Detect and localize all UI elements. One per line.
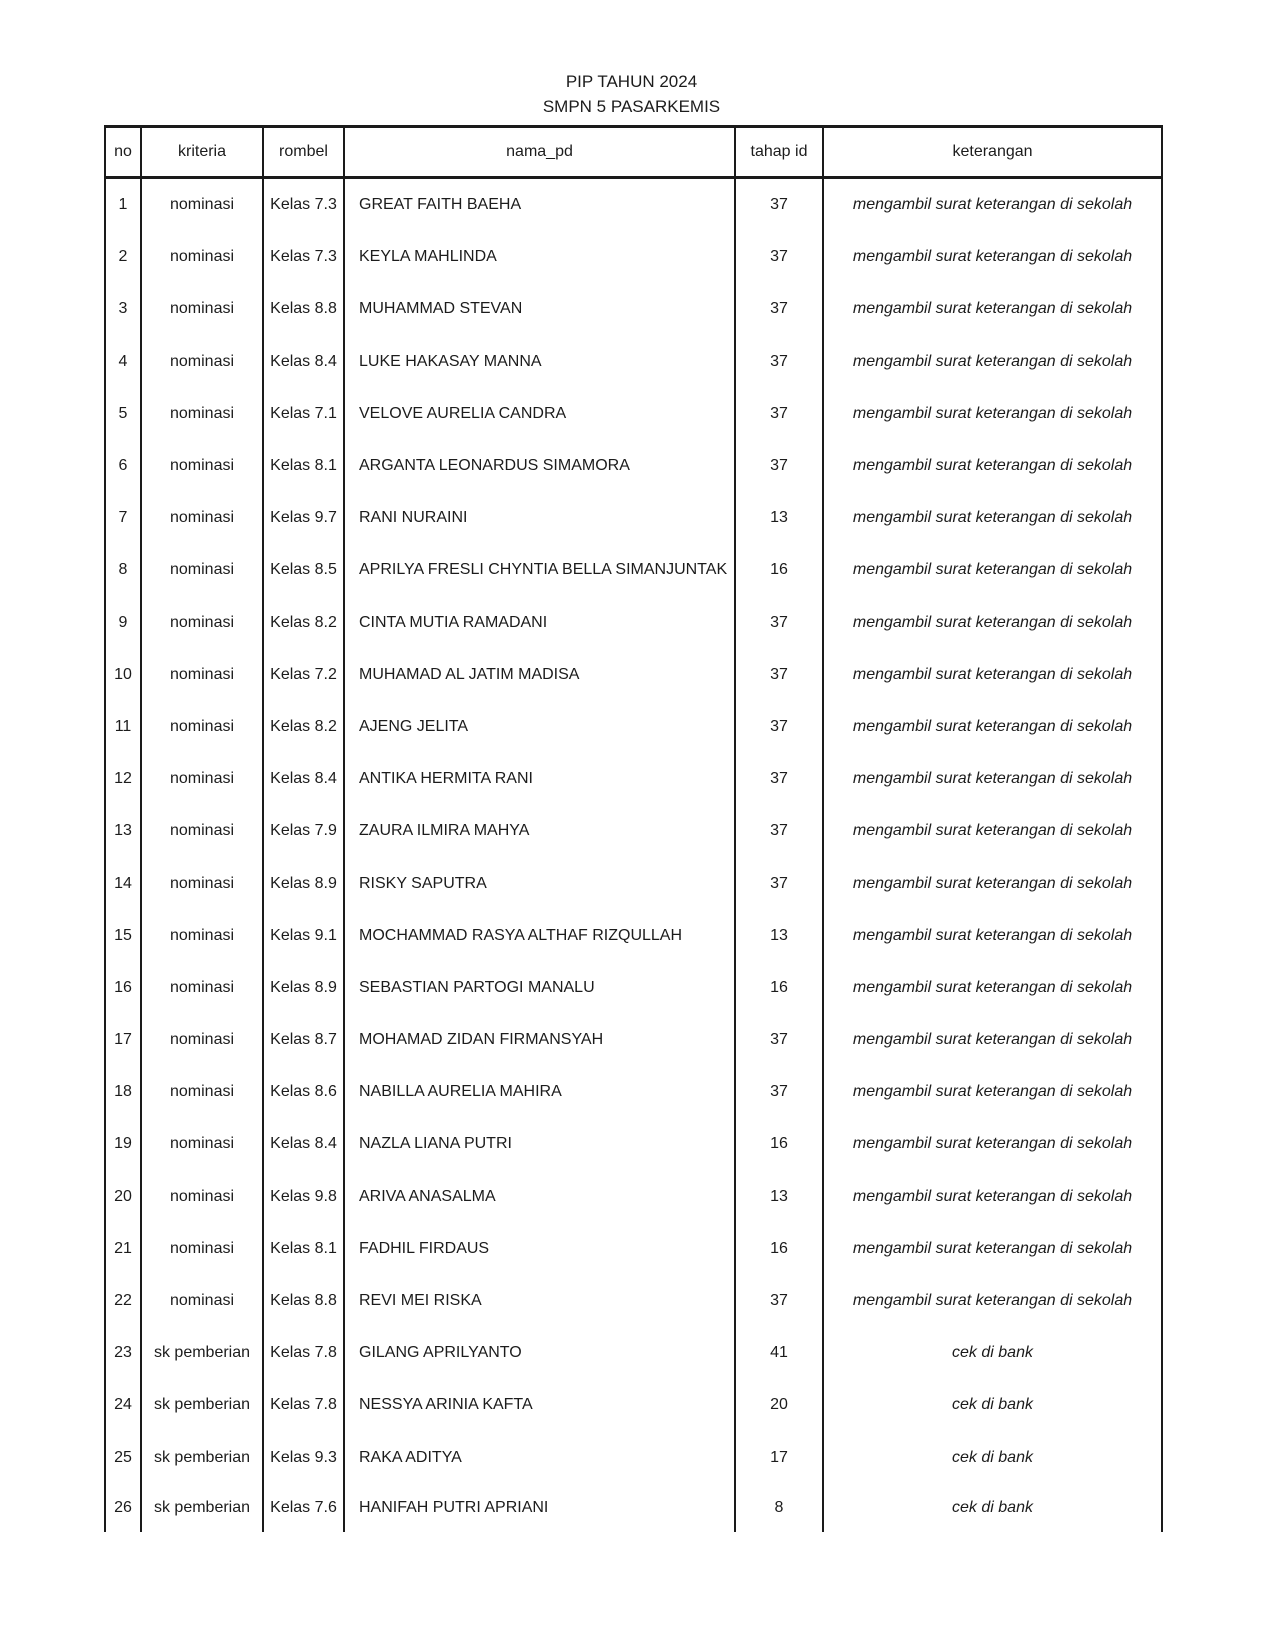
cell-nama-pd: NAZLA LIANA PUTRI	[345, 1118, 736, 1170]
cell-rombel: Kelas 9.3	[264, 1432, 345, 1484]
cell-rombel: Kelas 8.1	[264, 440, 345, 492]
cell-tahap-id: 37	[736, 1275, 824, 1327]
table-row	[106, 440, 1161, 492]
cell-kriteria: nominasi	[142, 336, 264, 388]
cell-nama-pd: GREAT FAITH BAEHA	[345, 179, 736, 231]
cell-no: 11	[106, 701, 142, 753]
cell-nama-pd: FADHIL FIRDAUS	[345, 1223, 736, 1275]
cell-keterangan: mengambil surat keterangan di sekolah	[852, 404, 1133, 422]
cell-keterangan: mengambil surat keterangan di sekolah	[852, 1187, 1133, 1205]
cell-keterangan: mengambil surat keterangan di sekolah	[852, 352, 1133, 370]
cell-tahap-id: 20	[736, 1379, 824, 1431]
table-row	[106, 1379, 1161, 1431]
table-row	[106, 910, 1161, 962]
cell-no: 15	[106, 910, 142, 962]
cell-kriteria: sk pemberian	[142, 1484, 264, 1532]
document-title-block	[104, 69, 1159, 119]
cell-tahap-id: 37	[736, 597, 824, 649]
cell-rombel: Kelas 8.6	[264, 1066, 345, 1118]
table-row	[106, 1223, 1161, 1275]
table-row	[106, 388, 1161, 440]
cell-keterangan: mengambil surat keterangan di sekolah	[852, 561, 1133, 579]
cell-tahap-id: 8	[736, 1484, 824, 1532]
cell-nama-pd: ARIVA ANASALMA	[345, 1171, 736, 1223]
cell-nama-pd: APRILYA FRESLI CHYNTIA BELLA SIMANJUNTAK	[345, 544, 736, 596]
cell-kriteria: nominasi	[142, 753, 264, 805]
cell-nama-pd: RAKA ADITYA	[345, 1432, 736, 1484]
cell-tahap-id: 37	[736, 231, 824, 283]
cell-keterangan: mengambil surat keterangan di sekolah	[852, 1083, 1133, 1101]
cell-rombel: Kelas 7.9	[264, 805, 345, 857]
cell-kriteria: sk pemberian	[142, 1379, 264, 1431]
cell-rombel: Kelas 8.9	[264, 962, 345, 1014]
cell-no: 24	[106, 1379, 142, 1431]
table-row	[106, 1066, 1161, 1118]
cell-nama-pd: ARGANTA LEONARDUS SIMAMORA	[345, 440, 736, 492]
table-row	[106, 1014, 1161, 1066]
cell-no: 10	[106, 649, 142, 701]
cell-tahap-id: 37	[736, 857, 824, 909]
table-row	[106, 1327, 1161, 1379]
cell-no: 6	[106, 440, 142, 492]
cell-kriteria: nominasi	[142, 1275, 264, 1327]
table-row	[106, 179, 1161, 231]
table-row	[106, 857, 1161, 909]
cell-nama-pd: MOHAMAD ZIDAN FIRMANSYAH	[345, 1014, 736, 1066]
cell-kriteria: nominasi	[142, 805, 264, 857]
cell-nama-pd: VELOVE AURELIA CANDRA	[345, 388, 736, 440]
cell-nama-pd: GILANG APRILYANTO	[345, 1327, 736, 1379]
cell-kriteria: nominasi	[142, 962, 264, 1014]
cell-no: 20	[106, 1171, 142, 1223]
table-row	[106, 1432, 1161, 1484]
table-row	[106, 805, 1161, 857]
cell-keterangan: cek di bank	[952, 1448, 1033, 1466]
cell-tahap-id: 13	[736, 492, 824, 544]
cell-rombel: Kelas 7.3	[264, 179, 345, 231]
table-body	[106, 179, 1161, 1532]
cell-keterangan: mengambil surat keterangan di sekolah	[852, 926, 1133, 944]
table-row	[106, 336, 1161, 388]
cell-keterangan: mengambil surat keterangan di sekolah	[852, 665, 1133, 683]
table-header-row	[106, 128, 1161, 179]
cell-nama-pd: MUHAMAD AL JATIM MADISA	[345, 649, 736, 701]
cell-keterangan: mengambil surat keterangan di sekolah	[852, 196, 1133, 214]
cell-nama-pd: CINTA MUTIA RAMADANI	[345, 597, 736, 649]
cell-keterangan: mengambil surat keterangan di sekolah	[852, 457, 1133, 475]
document-title: PIP TAHUN 2024	[565, 72, 698, 91]
cell-kriteria: nominasi	[142, 231, 264, 283]
cell-no: 16	[106, 962, 142, 1014]
cell-kriteria: nominasi	[142, 388, 264, 440]
cell-rombel: Kelas 7.1	[264, 388, 345, 440]
cell-no: 3	[106, 283, 142, 335]
cell-kriteria: nominasi	[142, 1171, 264, 1223]
cell-keterangan: mengambil surat keterangan di sekolah	[852, 717, 1133, 735]
cell-tahap-id: 13	[736, 910, 824, 962]
cell-no: 25	[106, 1432, 142, 1484]
cell-rombel: Kelas 8.4	[264, 1118, 345, 1170]
cell-rombel: Kelas 7.8	[264, 1379, 345, 1431]
cell-nama-pd: AJENG JELITA	[345, 701, 736, 753]
cell-tahap-id: 37	[736, 283, 824, 335]
cell-no: 8	[106, 544, 142, 596]
column-header-nama-pd: nama_pd	[345, 128, 736, 179]
cell-rombel: Kelas 7.6	[264, 1484, 345, 1532]
cell-rombel: Kelas 8.1	[264, 1223, 345, 1275]
cell-keterangan: mengambil surat keterangan di sekolah	[852, 822, 1133, 840]
cell-kriteria: nominasi	[142, 492, 264, 544]
cell-no: 18	[106, 1066, 142, 1118]
cell-nama-pd: NABILLA AURELIA MAHIRA	[345, 1066, 736, 1118]
cell-no: 12	[106, 753, 142, 805]
cell-nama-pd: ANTIKA HERMITA RANI	[345, 753, 736, 805]
cell-nama-pd: RISKY SAPUTRA	[345, 857, 736, 909]
cell-keterangan: mengambil surat keterangan di sekolah	[852, 1239, 1133, 1257]
cell-nama-pd: SEBASTIAN PARTOGI MANALU	[345, 962, 736, 1014]
table-header	[106, 128, 1161, 179]
cell-rombel: Kelas 8.5	[264, 544, 345, 596]
cell-rombel: Kelas 8.8	[264, 1275, 345, 1327]
cell-no: 26	[106, 1484, 142, 1532]
cell-keterangan: mengambil surat keterangan di sekolah	[852, 770, 1133, 788]
cell-no: 19	[106, 1118, 142, 1170]
cell-keterangan: cek di bank	[952, 1498, 1033, 1516]
table-row	[106, 962, 1161, 1014]
cell-keterangan: cek di bank	[952, 1396, 1033, 1414]
cell-tahap-id: 16	[736, 1223, 824, 1275]
cell-nama-pd: KEYLA MAHLINDA	[345, 231, 736, 283]
cell-no: 13	[106, 805, 142, 857]
cell-nama-pd: LUKE HAKASAY MANNA	[345, 336, 736, 388]
cell-kriteria: sk pemberian	[142, 1432, 264, 1484]
cell-keterangan: mengambil surat keterangan di sekolah	[852, 874, 1133, 892]
cell-no: 14	[106, 857, 142, 909]
table-row	[106, 231, 1161, 283]
cell-rombel: Kelas 8.4	[264, 336, 345, 388]
cell-nama-pd: MUHAMMAD STEVAN	[345, 283, 736, 335]
cell-tahap-id: 37	[736, 388, 824, 440]
cell-no: 7	[106, 492, 142, 544]
cell-kriteria: nominasi	[142, 544, 264, 596]
cell-tahap-id: 16	[736, 1118, 824, 1170]
cell-keterangan: mengambil surat keterangan di sekolah	[852, 248, 1133, 266]
cell-no: 4	[106, 336, 142, 388]
cell-rombel: Kelas 9.7	[264, 492, 345, 544]
cell-rombel: Kelas 8.7	[264, 1014, 345, 1066]
cell-tahap-id: 16	[736, 544, 824, 596]
table-row	[106, 753, 1161, 805]
cell-kriteria: nominasi	[142, 283, 264, 335]
cell-nama-pd: NESSYA ARINIA KAFTA	[345, 1379, 736, 1431]
cell-rombel: Kelas 9.8	[264, 1171, 345, 1223]
cell-tahap-id: 37	[736, 805, 824, 857]
cell-keterangan: mengambil surat keterangan di sekolah	[852, 509, 1133, 527]
cell-keterangan: cek di bank	[952, 1344, 1033, 1362]
cell-no: 17	[106, 1014, 142, 1066]
cell-nama-pd: HANIFAH PUTRI APRIANI	[345, 1484, 736, 1532]
cell-no: 5	[106, 388, 142, 440]
table-row	[106, 1275, 1161, 1327]
cell-rombel: Kelas 9.1	[264, 910, 345, 962]
cell-rombel: Kelas 8.4	[264, 753, 345, 805]
cell-nama-pd: REVI MEI RISKA	[345, 1275, 736, 1327]
cell-kriteria: nominasi	[142, 857, 264, 909]
cell-rombel: Kelas 8.9	[264, 857, 345, 909]
cell-rombel: Kelas 7.2	[264, 649, 345, 701]
cell-no: 2	[106, 231, 142, 283]
column-header-rombel: rombel	[264, 128, 345, 179]
cell-kriteria: nominasi	[142, 1066, 264, 1118]
cell-tahap-id: 37	[736, 440, 824, 492]
table-row	[106, 283, 1161, 335]
cell-no: 9	[106, 597, 142, 649]
cell-tahap-id: 16	[736, 962, 824, 1014]
table-row	[106, 1484, 1161, 1532]
cell-kriteria: nominasi	[142, 179, 264, 231]
cell-rombel: Kelas 8.2	[264, 701, 345, 753]
cell-rombel: Kelas 7.8	[264, 1327, 345, 1379]
cell-tahap-id: 37	[736, 649, 824, 701]
cell-keterangan: mengambil surat keterangan di sekolah	[852, 300, 1133, 318]
cell-kriteria: nominasi	[142, 1014, 264, 1066]
cell-no: 21	[106, 1223, 142, 1275]
cell-nama-pd: RANI NURAINI	[345, 492, 736, 544]
document-subtitle: SMPN 5 PASARKEMIS	[542, 97, 721, 116]
cell-kriteria: nominasi	[142, 701, 264, 753]
table-row	[106, 1171, 1161, 1223]
table-row	[106, 544, 1161, 596]
cell-kriteria: nominasi	[142, 649, 264, 701]
cell-tahap-id: 17	[736, 1432, 824, 1484]
cell-tahap-id: 37	[736, 336, 824, 388]
cell-keterangan: mengambil surat keterangan di sekolah	[852, 978, 1133, 996]
column-header-keterangan: keterangan	[824, 128, 1161, 179]
column-header-no: no	[106, 128, 142, 179]
pip-table	[104, 125, 1163, 1532]
cell-keterangan: mengambil surat keterangan di sekolah	[852, 613, 1133, 631]
cell-kriteria: sk pemberian	[142, 1327, 264, 1379]
cell-tahap-id: 37	[736, 179, 824, 231]
cell-kriteria: nominasi	[142, 597, 264, 649]
cell-rombel: Kelas 8.8	[264, 283, 345, 335]
cell-keterangan: mengambil surat keterangan di sekolah	[852, 1135, 1133, 1153]
cell-tahap-id: 37	[736, 1014, 824, 1066]
cell-keterangan: mengambil surat keterangan di sekolah	[852, 1292, 1133, 1310]
table-row	[106, 597, 1161, 649]
column-header-kriteria: kriteria	[142, 128, 264, 179]
cell-tahap-id: 37	[736, 701, 824, 753]
cell-rombel: Kelas 7.3	[264, 231, 345, 283]
cell-kriteria: nominasi	[142, 1118, 264, 1170]
cell-tahap-id: 37	[736, 753, 824, 805]
cell-keterangan: mengambil surat keterangan di sekolah	[852, 1031, 1133, 1049]
cell-tahap-id: 37	[736, 1066, 824, 1118]
column-header-tahap-id: tahap id	[736, 128, 824, 179]
cell-nama-pd: ZAURA ILMIRA MAHYA	[345, 805, 736, 857]
cell-tahap-id: 13	[736, 1171, 824, 1223]
cell-tahap-id: 41	[736, 1327, 824, 1379]
cell-kriteria: nominasi	[142, 440, 264, 492]
cell-rombel: Kelas 8.2	[264, 597, 345, 649]
table-row	[106, 492, 1161, 544]
cell-kriteria: nominasi	[142, 910, 264, 962]
cell-kriteria: nominasi	[142, 1223, 264, 1275]
table-row	[106, 701, 1161, 753]
table-row	[106, 649, 1161, 701]
cell-no: 23	[106, 1327, 142, 1379]
cell-nama-pd: MOCHAMMAD RASYA ALTHAF RIZQULLAH	[345, 910, 736, 962]
table-row	[106, 1118, 1161, 1170]
cell-no: 1	[106, 179, 142, 231]
cell-no: 22	[106, 1275, 142, 1327]
